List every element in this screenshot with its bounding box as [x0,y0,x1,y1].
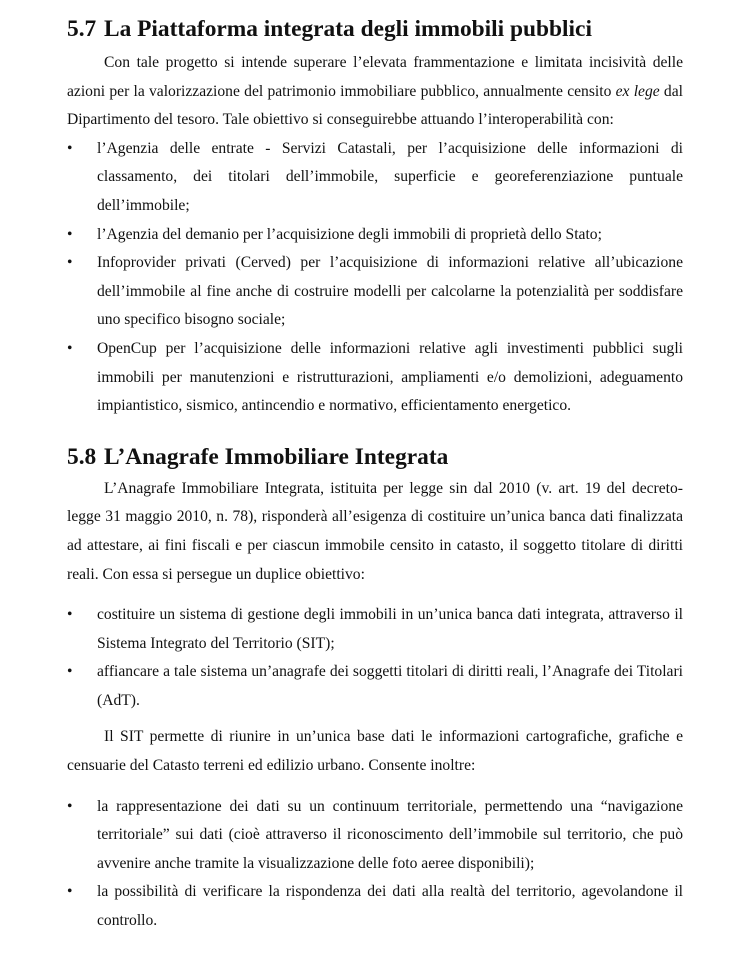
intro-text: Con tale progetto si intende superare l’elevata frammentazione e limitata incisività delle azioni per la valorizzazione del patrimonio immobiliare pubblico, annualmente censito [67,54,683,100]
section-5-8-intro: L’Anagrafe Immobiliare Integrata, istituita per legge sin dal 2010 (v. art. 19 del decreto-legge 31 maggio 2010, n. 78), risponderà all’esigenza di costituire un’unica banca dati finalizzata ad attestare, ai fini fiscali e per ciascun immobile censito in catasto, il soggetto titolare di diritti reali. Con essa si persegue un duplice obiettivo: [67,479,683,583]
list-item [67,249,683,335]
list-item [67,793,683,879]
bullet-icon: • [67,254,73,272]
list-item-text: l’Agenzia delle entrate - Servizi Catastali, per l’acquisizione delle informazioni di classamento, dei titolari dell’immobile, superficie e georeferenziazione puntuale dell’immobile; [97,139,683,214]
objectives-list [67,601,683,715]
bullet-icon: • [67,663,73,681]
section-heading-5-7 [67,16,683,42]
interoperability-list [67,135,683,421]
list-item-text: Infoprovider privati (Cerved) per l’acquisizione di informazioni relative all’ubicazione dell’immobile al fine anche di costruire modelli per calcolarne la potenzialità per soddisfare uno specifico bisogno sociale; [97,254,683,329]
list-item-text: la possibilità di verificare la rispondenza dei dati alla realtà del territorio, agevolandone il controllo. [97,883,683,930]
section-title: L’Anagrafe Immobiliare Integrata [104,443,449,470]
bullet-icon: • [67,797,73,815]
section-number: 5.8 [67,443,97,470]
bullet-icon: • [67,139,73,157]
intro-text-continued: dal Dipartimento del tesoro. Tale obiettivo si conseguirebbe attuando l’interoperabilità con: [67,82,683,129]
list-item [67,658,683,715]
bullet-icon: • [67,883,73,901]
bullet-icon: • [67,225,73,243]
section-title: La Piattaforma integrata degli immobili pubblici [104,16,592,42]
sit-paragraph: Il SIT permette di riunire in un’unica base dati le informazioni cartografiche, grafiche e censuarie del Catasto terreni ed edilizio urbano. Consente inoltre: [67,728,683,775]
list-item [67,878,683,935]
list-item-text: affiancare a tale sistema un’anagrafe dei soggetti titolari di diritti reali, l’Anagrafe dei Titolari (AdT). [97,663,683,709]
section-heading-5-8 [67,443,683,470]
list-item [67,135,683,221]
sit-features-list [67,793,683,936]
list-item [67,601,683,658]
bullet-icon: • [67,606,73,624]
list-item-text: la rappresentazione dei dati su un continuum territoriale, permettendo una “navigazione territoriale” sui dati (cioè attraverso il riconoscimento dell’immobile sul territorio, che può avvenire anche tramite la visualizzazione delle foto aeree disponibili); [97,797,683,872]
document-page [67,0,683,936]
section-number: 5.7 [67,16,97,42]
list-item [67,335,683,421]
list-item-text: l’Agenzia del demanio per l’acquisizione degli immobili di proprietà dello Stato; [97,225,602,243]
section-5-7-intro [67,49,683,135]
bullet-icon: • [67,339,73,357]
list-item-text: costituire un sistema di gestione degli immobili in un’unica banca dati integrata, attraverso il Sistema Integrato del Territorio (SIT); [97,606,683,652]
list-item-text: OpenCup per l’acquisizione delle informazioni relative agli investimenti pubblici sugli immobili per manutenzioni e ristrutturazioni, ampliamenti e/o demolizioni, adeguamento impiantistico, sismico, antincendio e normativo, efficientamento energetico. [97,339,683,415]
list-item [67,221,683,250]
intro-italic-term: ex lege [615,82,660,100]
